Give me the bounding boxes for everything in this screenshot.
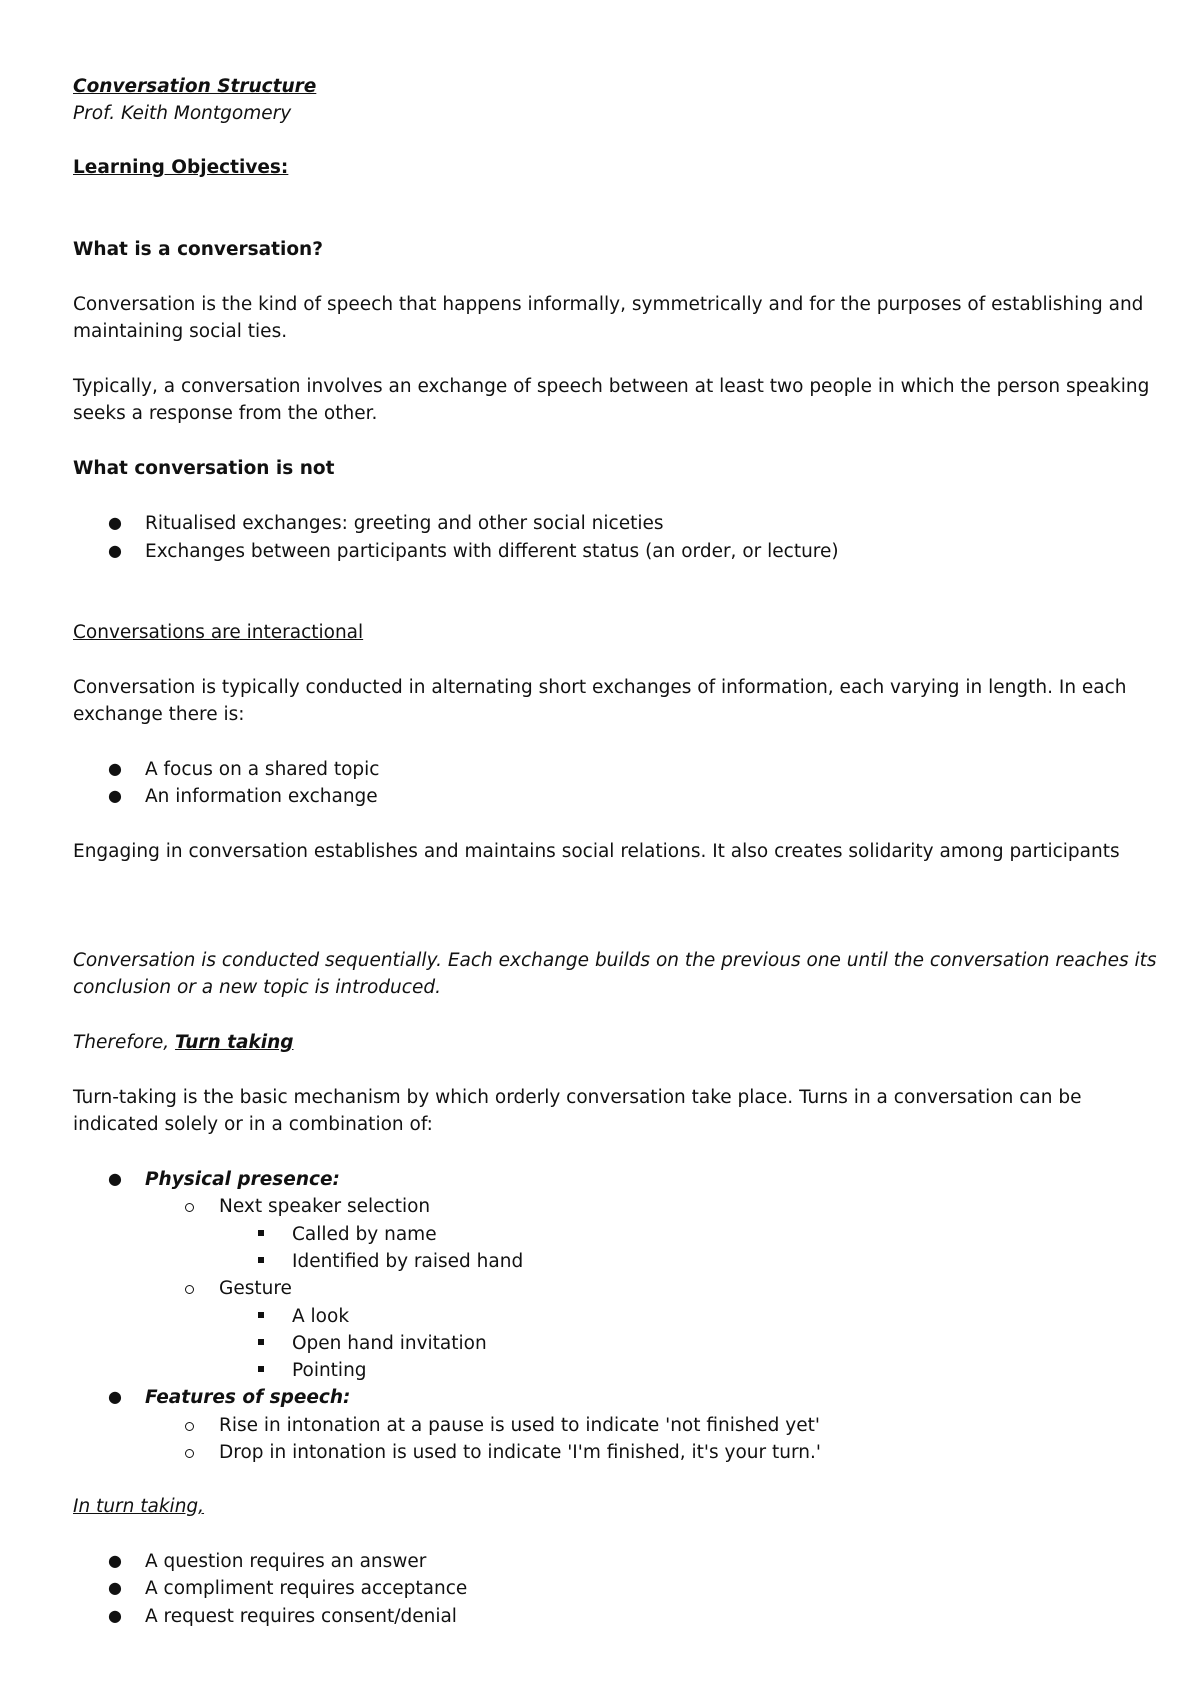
square-bullet-icon: [258, 1339, 264, 1345]
what-conversation-is-not-heading: What conversation is not: [73, 458, 335, 479]
list-item: Exchanges between participants with different status (an order, or lecture): [145, 541, 839, 562]
list-item: Pointing: [292, 1360, 367, 1381]
list-item: Gesture: [219, 1278, 292, 1299]
paragraph-line: Conversation is conducted sequentially. Each exchange builds on the previous one until the conversation reaches its: [73, 950, 1157, 971]
paragraph-line: seeks a response from the other.: [73, 403, 378, 424]
list-item: Identified by raised hand: [292, 1251, 524, 1272]
list-item: Next speaker selection: [219, 1196, 431, 1217]
list-item: Ritualised exchanges: greeting and other social niceties: [145, 513, 664, 534]
list-item: Called by name: [292, 1224, 437, 1245]
bullet-icon: ●: [108, 1387, 122, 1406]
paragraph-line: Turn-taking is the basic mechanism by which orderly conversation take place. Turns in a conversation can be: [73, 1087, 1082, 1108]
circle-bullet-icon: [185, 1203, 194, 1212]
paragraph-line: maintaining social ties.: [73, 321, 288, 342]
bullet-icon: ●: [108, 513, 122, 532]
turn-taking-heading: Turn taking: [174, 1032, 294, 1053]
list-item: Features of speech:: [145, 1387, 351, 1408]
paragraph-line: conclusion or a new topic is introduced.: [73, 977, 441, 998]
circle-bullet-icon: [185, 1422, 194, 1431]
circle-bullet-icon: [185, 1449, 194, 1458]
therefore-prefix: Therefore,: [73, 1032, 175, 1053]
paragraph-line: Conversation is typically conducted in alternating short exchanges of information, each varying in length. In each: [73, 677, 1127, 698]
square-bullet-icon: [258, 1366, 264, 1372]
paragraph-line: indicated solely or in a combination of:: [73, 1114, 433, 1135]
therefore-line: [73, 1030, 294, 1056]
circle-bullet-icon: [185, 1285, 194, 1294]
document-title: Conversation Structure: [73, 76, 317, 97]
square-bullet-icon: [258, 1257, 264, 1263]
list-item: A focus on a shared topic: [145, 759, 380, 780]
in-turn-taking-heading: In turn taking,: [73, 1496, 205, 1517]
paragraph-line: exchange there is:: [73, 704, 245, 725]
square-bullet-icon: [258, 1312, 264, 1318]
bullet-icon: ●: [108, 1551, 122, 1570]
list-item: Open hand invitation: [292, 1333, 487, 1354]
bullet-icon: ●: [108, 759, 122, 778]
paragraph-line: Engaging in conversation establishes and maintains social relations. It also creates solidarity among participants: [73, 841, 1120, 862]
bullet-icon: ●: [108, 541, 122, 560]
bullet-icon: ●: [108, 1169, 122, 1188]
bullet-icon: ●: [108, 1606, 122, 1625]
interactional-heading: Conversations are interactional: [73, 622, 364, 643]
list-item: Physical presence:: [145, 1169, 340, 1190]
list-item: A request requires consent/denial: [145, 1606, 457, 1627]
paragraph-line: Typically, a conversation involves an exchange of speech between at least two people in which the person speaking: [73, 376, 1150, 397]
list-item: A question requires an answer: [145, 1551, 427, 1572]
list-item: An information exchange: [145, 786, 378, 807]
bullet-icon: ●: [108, 1578, 122, 1597]
learning-objectives-heading: Learning Objectives:: [73, 157, 289, 178]
author-line: Prof. Keith Montgomery: [73, 103, 292, 124]
what-is-conversation-heading: What is a conversation?: [73, 239, 323, 260]
bullet-icon: ●: [108, 786, 122, 805]
list-item: Rise in intonation at a pause is used to indicate 'not finished yet': [219, 1415, 820, 1436]
square-bullet-icon: [258, 1230, 264, 1236]
list-item: A look: [292, 1306, 350, 1327]
list-item: Drop in intonation is used to indicate 'I'm finished, it's your turn.': [219, 1442, 821, 1463]
paragraph-line: Conversation is the kind of speech that happens informally, symmetrically and for the purposes of establishing and: [73, 294, 1144, 315]
list-item: A compliment requires acceptance: [145, 1578, 468, 1599]
